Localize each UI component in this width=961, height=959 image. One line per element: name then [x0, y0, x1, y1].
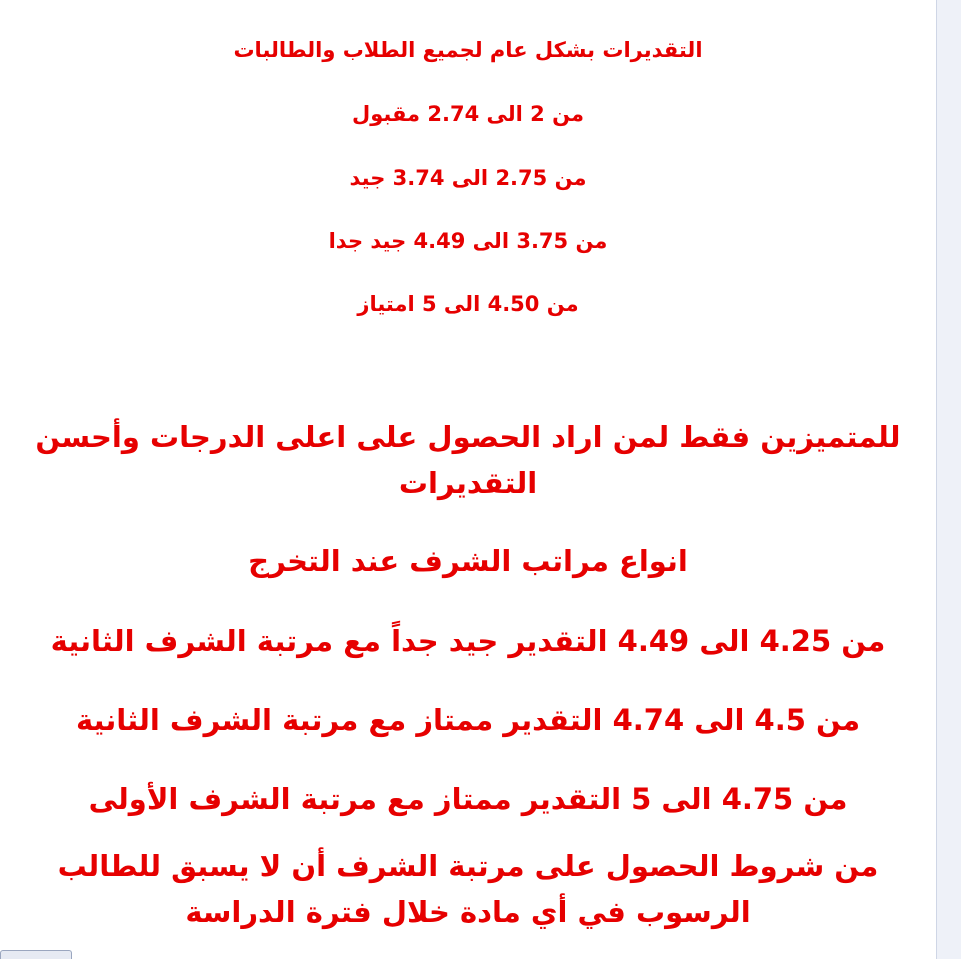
grade-range-good: من 2.75 الى 3.74 جيد — [349, 166, 587, 190]
grade-range-excellent: من 4.50 الى 5 امتياز — [357, 292, 579, 316]
honors-first-excellent: من 4.75 الى 5 التقدير ممتاز مع مرتبة الشرف الأولى — [88, 782, 848, 816]
corner-button[interactable] — [0, 950, 72, 959]
honors-second-excellent: من 4.5 الى 4.74 التقدير ممتاز مع مرتبة الشرف الثانية — [75, 703, 861, 737]
honors-second-very-good: من 4.25 الى 4.49 التقدير جيد جداً مع مرتبة الشرف الثانية — [50, 624, 886, 658]
grade-range-acceptable: من 2 الى 2.74 مقبول — [351, 102, 584, 126]
grade-range-very-good: من 3.75 الى 4.49 جيد جدا — [328, 229, 608, 253]
side-scrollbar[interactable] — [936, 0, 961, 959]
honors-condition: من شروط الحصول على مرتبة الشرف أن لا يسبق للطالب الرسوب في أي مادة خلال فترة الدراسة — [57, 849, 879, 929]
distinguished-note: للمتميزين فقط لمن اراد الحصول على اعلى الدرجات وأحسن التقديرات — [35, 420, 901, 500]
honors-heading: انواع مراتب الشرف عند التخرج — [248, 544, 688, 578]
general-grades-heading: التقديرات بشكل عام لجميع الطلاب والطالبات — [233, 38, 703, 62]
